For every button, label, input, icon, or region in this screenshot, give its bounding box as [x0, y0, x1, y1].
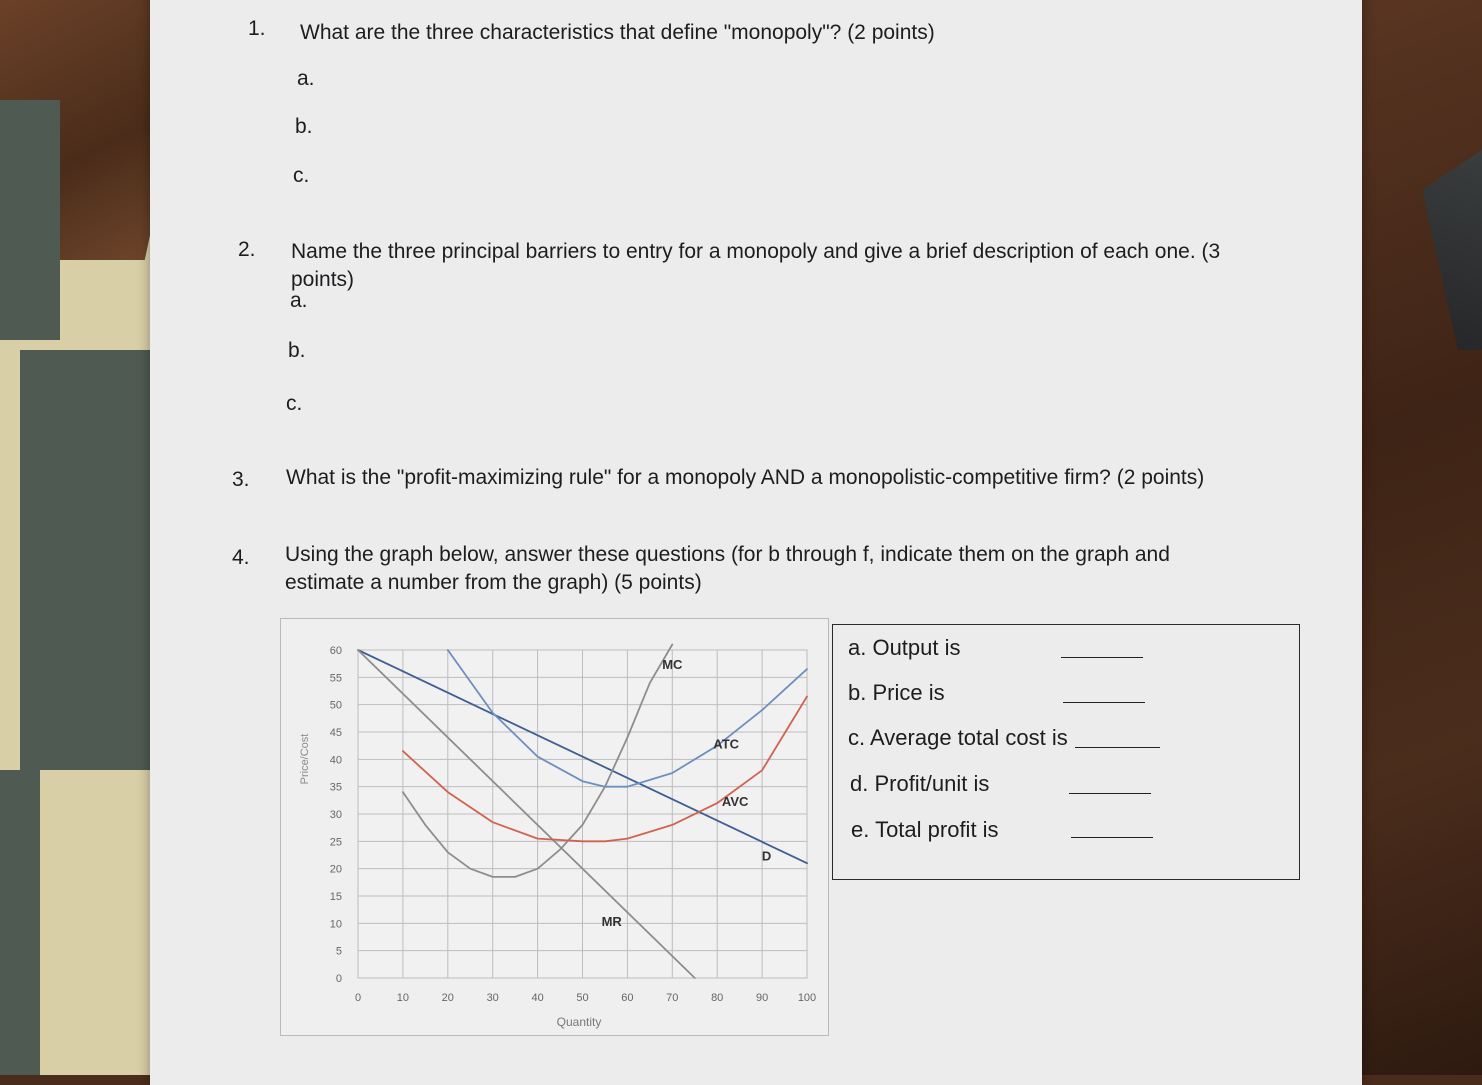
cost-curves-chart [280, 618, 829, 1036]
curve-label-mc: MC [662, 657, 683, 673]
y-axis-label: Price/Cost [299, 733, 311, 785]
y-tick-label: 10 [329, 918, 342, 931]
chart-grid [358, 650, 807, 978]
y-tick-label: 55 [329, 672, 342, 685]
question-3-text: What is the "profit-maximizing rule" for a monopoly AND a monopolistic-competitive firm? (2 points) [286, 466, 1205, 489]
question-4-text: Using the graph below, answer these questions (for b through f, indicate them on the graph and estimate a number from the graph) (5 points) [285, 543, 1170, 594]
x-tick-label: 100 [797, 992, 817, 1004]
question-1-item-b: b. [295, 115, 313, 138]
curve-label-avc: AVC [721, 793, 749, 809]
question-2-text: Name the three principal barriers to entry for a monopoly and give a brief description of each one. (3 points) [291, 240, 1221, 291]
answer-d-blank[interactable] [1069, 793, 1151, 794]
y-tick-label: 5 [335, 945, 342, 958]
y-tick-label: 35 [329, 781, 342, 794]
x-tick-label: 50 [576, 992, 589, 1004]
answer-e-blank[interactable] [1071, 837, 1153, 838]
y-tick-label: 50 [329, 699, 342, 712]
x-tick-label: 20 [441, 992, 454, 1004]
x-axis-label: Quantity [556, 1015, 602, 1029]
y-tick-label: 30 [329, 809, 342, 821]
question-1-number: 1. [248, 17, 266, 40]
y-tick-label: 20 [329, 863, 342, 876]
answer-d-label: d. Profit/unit is [850, 771, 990, 796]
curve-label-mr: MR [601, 914, 622, 930]
floor-tile [0, 770, 40, 1075]
x-tick-label: 90 [755, 992, 769, 1004]
question-4-number: 4. [232, 546, 250, 569]
question-2-item-c: c. [286, 392, 303, 415]
answer-b-blank[interactable] [1063, 702, 1145, 703]
answer-c-blank[interactable] [1075, 747, 1160, 748]
x-tick-label: 70 [666, 992, 679, 1004]
answer-box [832, 624, 1300, 880]
y-tick-label: 60 [329, 645, 342, 657]
floor-tile [0, 100, 60, 340]
answer-b-label: b. Price is [848, 680, 945, 705]
floor-tile [20, 350, 150, 770]
question-2-item-b: b. [288, 339, 306, 362]
answer-c-label: c. Average total cost is [848, 725, 1068, 750]
y-tick-label: 40 [329, 754, 342, 767]
question-1-item-a: a. [297, 67, 315, 90]
x-tick-label: 10 [396, 992, 410, 1004]
answer-a-blank[interactable] [1061, 657, 1143, 658]
question-1-item-c: c. [293, 164, 310, 187]
question-2-item-a: a. [290, 289, 308, 312]
answer-e-label: e. Total profit is [851, 817, 999, 842]
question-2-number: 2. [238, 238, 256, 261]
question-3-number: 3. [232, 468, 250, 491]
y-tick-label: 0 [335, 973, 342, 985]
x-tick-label: 80 [711, 992, 724, 1004]
answer-a-label: a. Output is [848, 635, 961, 660]
curve-label-atc: ATC [713, 736, 740, 752]
x-tick-label: 30 [486, 992, 499, 1004]
y-tick-label: 45 [329, 727, 342, 739]
y-tick-label: 25 [329, 836, 342, 849]
question-1-text: What are the three characteristics that define "monopoly"? (2 points) [300, 21, 935, 44]
chart-svg [281, 619, 828, 1035]
x-tick-label: 40 [531, 992, 544, 1004]
x-tick-label: 60 [621, 992, 634, 1004]
y-tick-label: 15 [329, 891, 342, 903]
x-tick-label: 0 [354, 992, 362, 1004]
curve-label-d: D [761, 848, 772, 864]
